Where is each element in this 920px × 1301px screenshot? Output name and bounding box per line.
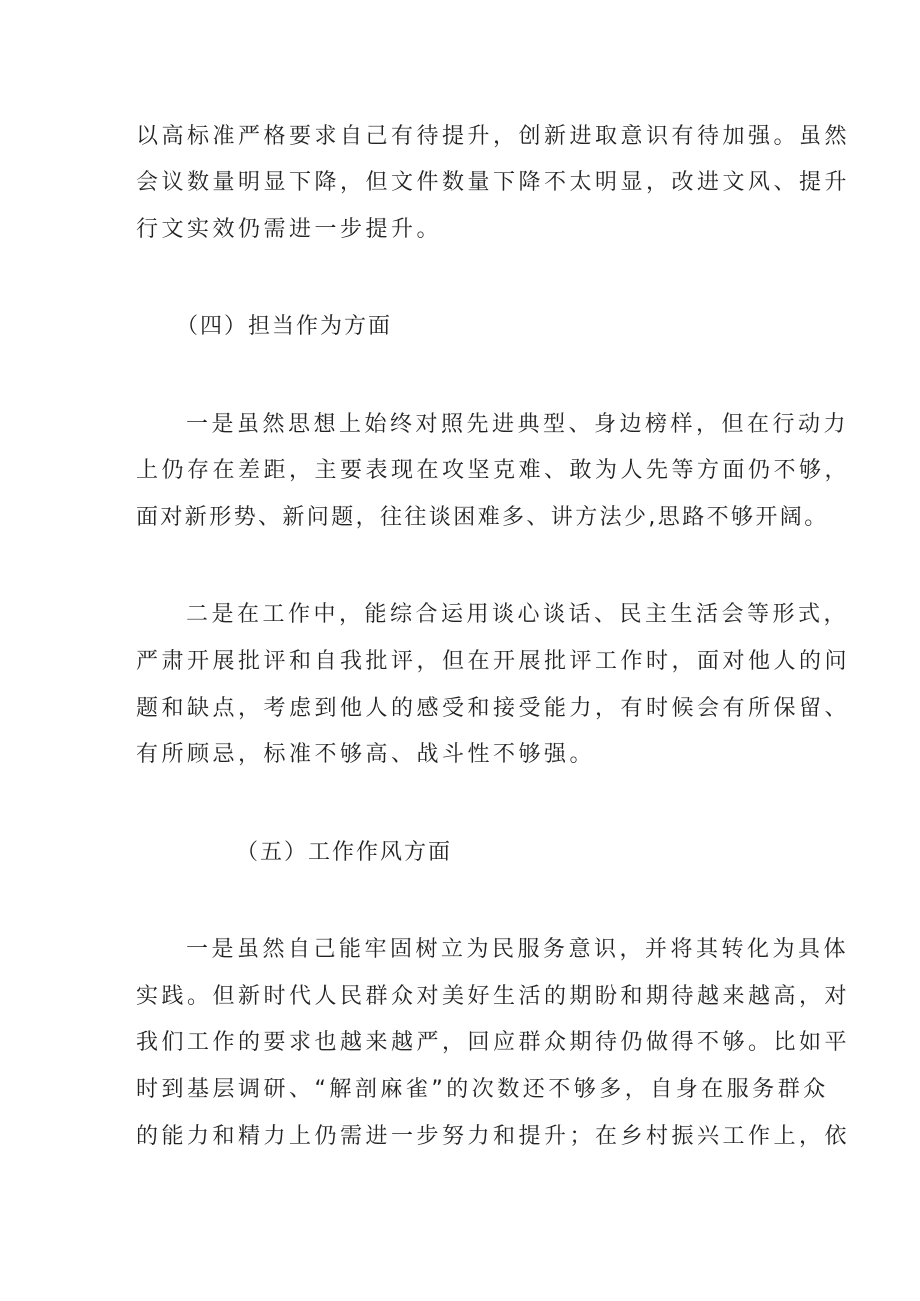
text-line: 时到基层调研、“解剖麻雀”的次数还不够多，自身在服务群众	[136, 1077, 829, 1102]
section-heading: （五）工作作风方面	[236, 840, 453, 865]
text-line: 我们工作的要求也越来越严，回应群众期待仍做得不够。比如平	[136, 1030, 851, 1055]
text-line: 题和缺点，考虑到他人的感受和接受能力，有时候会有所保留、	[136, 696, 851, 721]
text-line: 实践。但新时代人民群众对美好生活的期盼和期待越来越高，对	[136, 984, 851, 1009]
text-line: 的能力和精力上仍需进一步努力和提升；在乡村振兴工作上，依	[136, 1124, 851, 1149]
text-line: 一是虽然自己能牢固树立为民服务意识，并将其转化为具体	[186, 937, 850, 962]
text-line: 以高标准严格要求自己有待提升，创新进取意识有待加强。虽然	[136, 124, 851, 149]
section-heading: （四）担当作为方面	[176, 314, 393, 339]
text-line: 会议数量明显下降，但文件数量下降不太明显，改进文风、提升	[136, 170, 851, 195]
text-line: 有所顾忌，标准不够高、战斗性不够强。	[136, 742, 596, 767]
text-line: 上仍存在差距，主要表现在攻坚克难、敢为人先等方面仍不够，	[136, 458, 851, 483]
text-line: 行文实效仍需进一步提升。	[136, 217, 443, 242]
text-line: 面对新形势、新问题，往往谈困难多、讲方法少,思路不够开阔。	[136, 505, 829, 530]
text-line: 一是虽然思想上始终对照先进典型、身边榜样，但在行动力	[186, 412, 850, 437]
text-line: 严肃开展批评和自我批评，但在开展批评工作时，面对他人的问	[136, 649, 851, 674]
text-line: 二是在工作中，能综合运用谈心谈话、民主生活会等形式，	[186, 602, 850, 627]
